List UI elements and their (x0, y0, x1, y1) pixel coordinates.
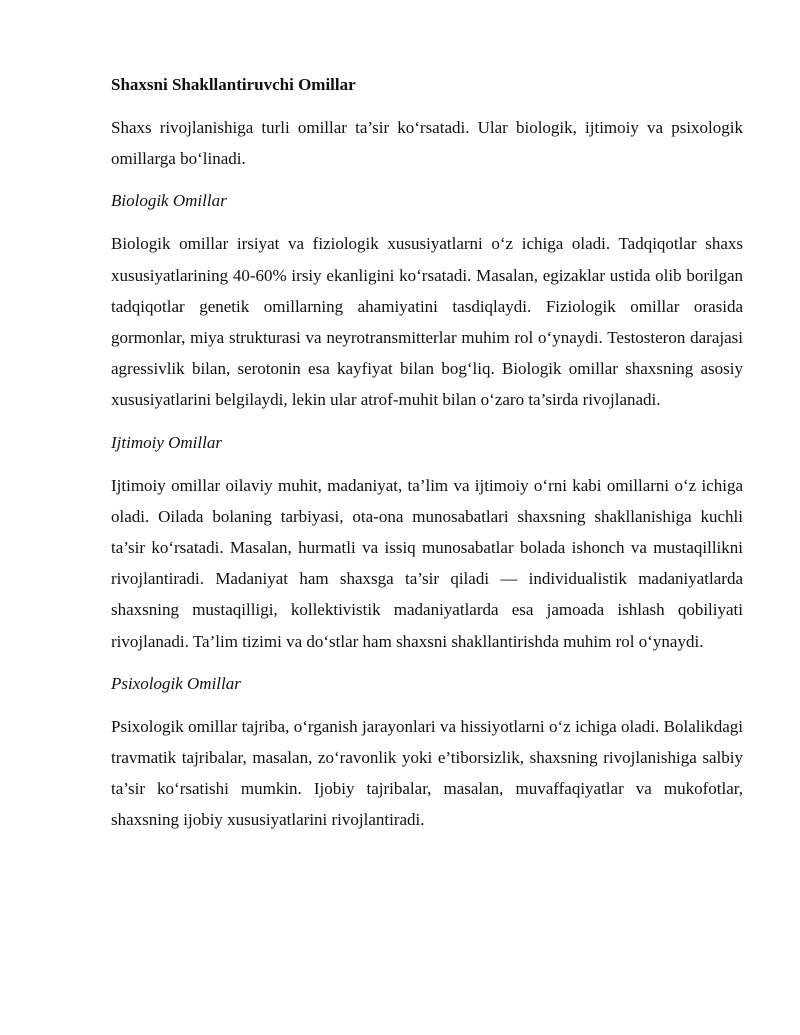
section-heading-psixologik: Psixologik Omillar (111, 673, 241, 693)
section-body-psixologik: Psixologik omillar tajriba, o‘rganish jarayonlari va hissiyotlarni o‘z ichiga oladi. Bolalikdagi travmatik tajribalar, masalan, zo‘ravonlik yoki e’tiborsizlik, shaxsning rivojlanishiga salbiy ta’sir ko‘rsatishi mumkin. Ijobiy tajribalar, masalan, muvaffaqiyatlar va mukofotlar, shaxsning ijobiy xususiyatlarini rivojlantiradi. (111, 716, 743, 830)
document-page (111, 70, 743, 836)
section-body-ijtimoiy: Ijtimoiy omillar oilaviy muhit, madaniyat, ta’lim va ijtimoiy o‘rni kabi omillarni o‘z ichiga oladi. Oilada bolaning tarbiyasi, ota-ona munosabatlari shaxsning shakllanishiga kuchli ta’sir ko‘rsatadi. Masalan, hurmatli va issiq munosabatlar bolada ishonch va mustaqillikni rivojlantiradi. Madaniyat ham shaxsga ta’sir qiladi — individualistik madaniyatlarda shaxsning mustaqilligi, kollektivistik madaniyatlarda esa jamoada ishlash qobiliyati rivojlanadi. Ta’lim tizimi va do‘stlar ham shaxsni shakllantirishda muhim rol o‘ynaydi. (111, 475, 743, 651)
intro-paragraph: Shaxs rivojlanishiga turli omillar ta’sir ko‘rsatadi. Ular biologik, ijtimoiy va psixologik omillarga bo‘linadi. (111, 118, 743, 169)
section-heading-ijtimoiy: Ijtimoiy Omillar (111, 432, 222, 452)
document-title: Shaxsni Shakllantiruvchi Omillar (111, 75, 356, 94)
section-body-biologik: Biologik omillar irsiyat va fiziologik xususiyatlarni o‘z ichiga oladi. Tadqiqotlar shaxs xususiyatlarining 40-60% irsiy ekanligini ko‘rsatadi. Masalan, egizaklar ustida olib borilgan tadqiqotlar genetik omillarning ahamiyatini tasdiqlaydi. Fiziologik omillar orasida gormonlar, miya strukturasi va neyrotransmitterlar muhim rol o‘ynaydi. Testosteron darajasi agressivlik bilan, serotonin esa kayfiyat bilan bog‘liq. Biologik omillar shaxsning asosiy xususiyatlarini belgilaydi, lekin ular atrof-muhit bilan o‘zaro ta’sirda rivojlanadi. (111, 234, 743, 410)
section-heading-biologik: Biologik Omillar (111, 191, 227, 211)
